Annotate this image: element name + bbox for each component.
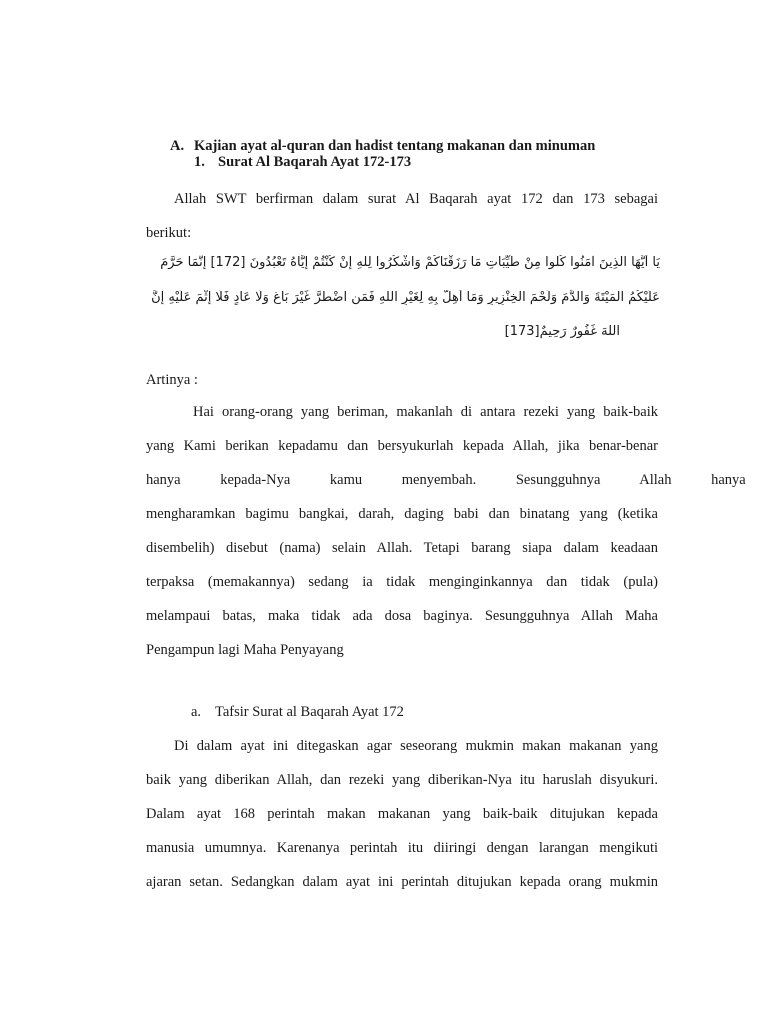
arabic-verse-line-1: يَا أَيُّهَا الَّذِينَ آمَنُوا كُلُوا مِنْ طَيِّبَاتِ مَا رَزَقْنَاكُمْ وَاشْكُرُوا لِلَّهِ إِنْ كُنْتُمْ إِيَّاهُ تَعْبُدُونَ [172] إِنَّمَا حَرَّمَ — [160, 255, 660, 270]
tafsir-paragraph — [146, 729, 658, 899]
arabic-verse-line-2: عَلَيْكُمُ الْمَيْتَةَ وَالدَّمَ وَلَحْمَ الْخِنْزِيرِ وَمَا أُهِلَّ بِهِ لِغَيْرِ اللَّهِ فَمَنِ اضْطُرَّ غَيْرَ بَاغٍ وَلَا عَادٍ فَلَا إِثْمَ عَلَيْهِ إِنَّ — [151, 290, 660, 305]
subsection-marker-1: 1. — [194, 154, 205, 170]
section-title-a: Kajian ayat al-quran dan hadist tentang makanan dan minuman — [194, 138, 596, 154]
tafsir-heading — [191, 704, 404, 721]
artinya-label: Artinya : — [146, 372, 198, 388]
arabic-verse-line-3: اللَّهَ غَفُورٌ رَحِيمٌ[173] — [504, 324, 620, 339]
tafsir-line-2: baik yang diberikan Allah, dan rezeki yang diberikan-Nya itu haruslah disyukuri. — [146, 772, 658, 788]
translation-line-7: melampaui batas, maka tidak ada dosa baginya. Sesungguhnya Allah Maha — [146, 608, 658, 624]
translation-line-8: Pengampun lagi Maha Penyayang — [146, 642, 344, 658]
translation-line-6: terpaksa (memakannya) sedang ia tidak menginginkannya dan tidak (pula) — [146, 574, 658, 590]
subsection-heading-1 — [194, 154, 411, 171]
section-heading-a — [170, 138, 595, 155]
tafsir-line-3: Dalam ayat 168 perintah makan makanan yang baik-baik ditujukan kepada — [146, 806, 658, 822]
tafsir-line-1: Di dalam ayat ini ditegaskan agar seseorang mukmin makan makanan yang — [174, 738, 658, 754]
translation-line-4: mengharamkan bagimu bangkai, darah, daging babi dan binatang yang (ketika — [146, 506, 658, 522]
tafsir-line-4: manusia umumnya. Karenanya perintah itu diiringi dengan larangan mengikuti — [146, 840, 658, 856]
translation-line-2: yang Kami berikan kepadamu dan bersyukurlah kepada Allah, jika benar-benar — [146, 438, 658, 454]
intro-line-2: berikut: — [146, 225, 192, 241]
section-marker-a: A. — [170, 138, 185, 154]
translation-line-5: disembelih) disebut (nama) selain Allah. Tetapi barang siapa dalam keadaan — [146, 540, 658, 556]
tafsir-title: Tafsir Surat al Baqarah Ayat 172 — [215, 704, 404, 720]
intro-paragraph — [146, 182, 658, 250]
tafsir-line-5: ajaran setan. Sedangkan dalam ayat ini perintah ditujukan kepada orang mukmin — [146, 874, 658, 890]
tafsir-marker: a. — [191, 704, 202, 720]
translation-paragraph — [146, 395, 746, 667]
subsection-title-1: Surat Al Baqarah Ayat 172-173 — [218, 154, 412, 170]
translation-line-1: Hai orang-orang yang beriman, makanlah di antara rezeki yang baik-baik — [193, 404, 658, 420]
translation-line-3: hanya kepada-Nya kamu menyembah. Sesungguhnya Allah hanya — [146, 472, 746, 488]
intro-line-1: Allah SWT berfirman dalam surat Al Baqarah ayat 172 dan 173 sebagai — [174, 191, 658, 207]
